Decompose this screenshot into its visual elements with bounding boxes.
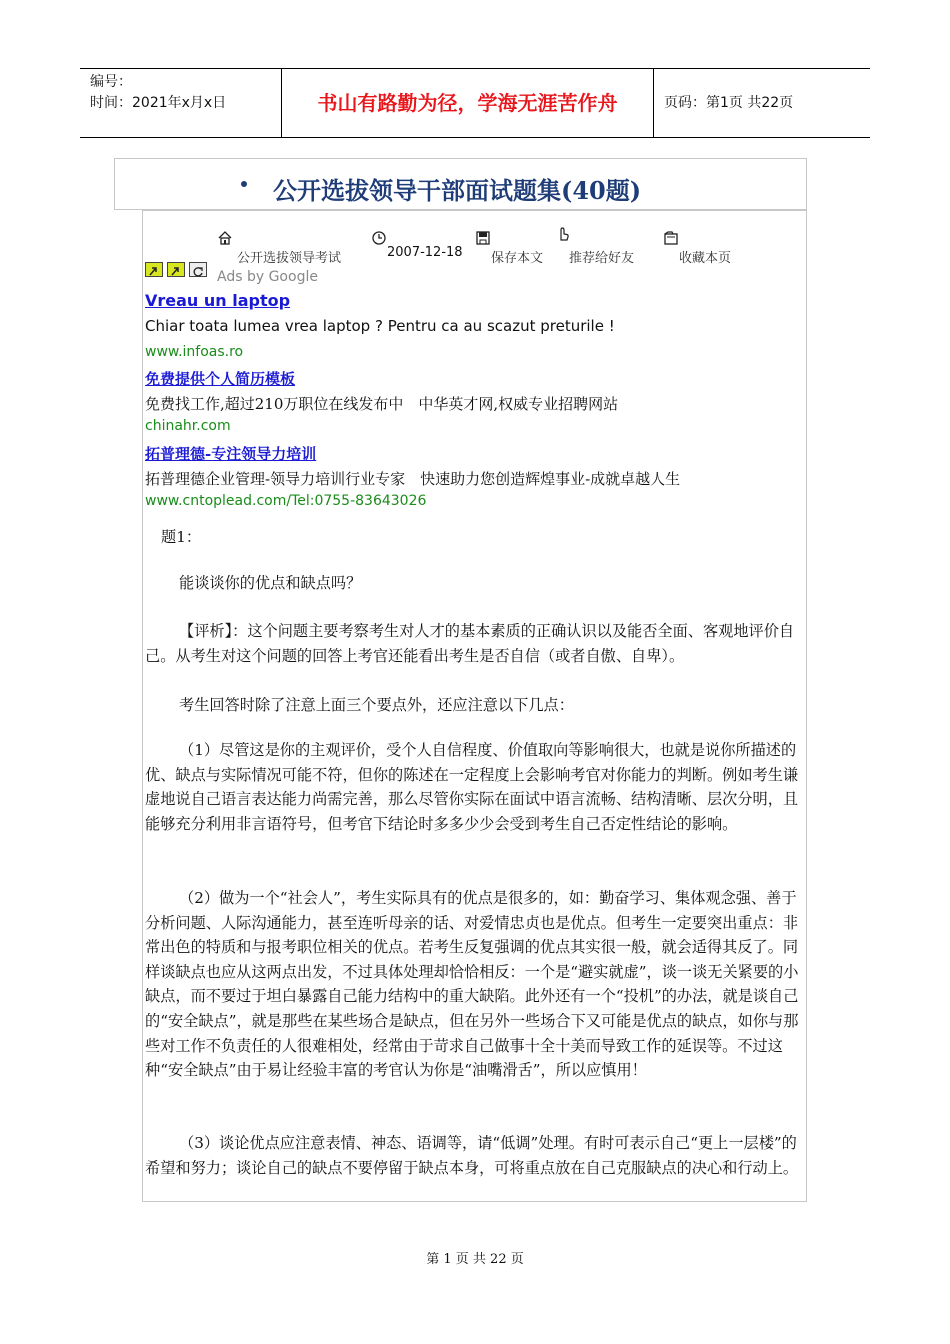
- ads-by-google-label[interactable]: Ads by Google: [217, 269, 318, 285]
- ad-url[interactable]: www.infoas.ro: [145, 344, 244, 360]
- ad-description: 免费找工作,超过210万职位在线发布中 中华英才网,权威专业招聘网站: [145, 395, 619, 413]
- recommend-link[interactable]: 推荐给好友: [569, 251, 635, 266]
- favorite-folder-icon[interactable]: [663, 230, 679, 246]
- serial-label: 编号：: [90, 74, 132, 90]
- publish-date: 2007-12-18: [387, 245, 463, 260]
- ad-arrow-icon[interactable]: [167, 262, 185, 277]
- page-footer: 第 1 页 共 22 页: [426, 1252, 524, 1267]
- home-icon[interactable]: [217, 230, 233, 246]
- analysis-paragraph: 【评析】：这个问题主要考察考生对人才的基本素质的正确认识以及能否全面、客观地评价自己。从考生对这个问题的回答上考官还能看出考生是否自信（或者自傲、自卑）。: [145, 622, 795, 665]
- question-label: 题1：: [161, 528, 202, 546]
- ad-url[interactable]: www.cntoplead.com/Tel:0755-83643026: [145, 493, 427, 509]
- ad-description: 拓普理德企业管理-领导力培训行业专家 快速助力您创造辉煌事业-成就卓越人生: [145, 470, 681, 488]
- ad-refresh-icon[interactable]: [189, 262, 207, 277]
- favorite-link[interactable]: 收藏本页: [679, 251, 732, 266]
- point-1-paragraph: （1）尽管这是你的主观评价，受个人自信程度、价值取向等影响很大，也就是说你所描述的优、缺点与实际情况可能不符，但你的陈述在一定程度上会影响考官对你能力的判断。例如考生谦虚地说自己语言表达能力尚需完善，那么尽管你实际在面试中语言流畅、结构清晰、层次分明，且能够充分利用非言语符号，但考官下结论时多多少少会受到考生自己否定性结论的影响。: [145, 741, 799, 833]
- ad-title-link[interactable]: 拓普理德-专注领导力培训: [145, 445, 317, 463]
- clock-icon: [371, 230, 387, 246]
- question-text: 能谈谈你的优点和缺点吗？: [179, 574, 362, 592]
- time-label: 时间：2021年x月x日: [90, 95, 227, 111]
- hand-pointer-icon[interactable]: [555, 226, 571, 242]
- ad-description: Chiar toata lumea vrea laptop ? Pentru ca au scazut preturile !: [145, 317, 615, 335]
- motto: 书山有路勤为径，学海无涯苦作舟: [282, 69, 654, 137]
- point-2-paragraph: （2）做为一个“社会人”，考生实际具有的优点是很多的，如：勤奋学习、集体观念强、善于分析问题、人际沟通能力，甚至连听母亲的话、对爱情忠贞也是优点。但考生一定要突出重点：非常出色的特质和与报考职位相关的优点。若考生反复强调的优点其实很一般，就会适得其反了。同样谈缺点也应从这两点出发，不过具体处理却恰恰相反：一个是“避实就虚”，谈一谈无关紧要的小缺点，而不要过于坦白暴露自己能力结构中的重大缺陷。此外还有一个“投机”的办法，就是谈自己的“安全缺点”，就是那些在某些场合是缺点，但在另外一些场合下又可能是优点的缺点，如你与那些对工作不负责任的人很难相处，经常由于苛求自己做事十全十美而导致工作的延误等。不过这种“安全缺点”由于易让经验丰富的考官认为你是“油嘴滑舌”，所以应慎用！: [145, 889, 799, 1080]
- ad-title-link[interactable]: Vreau un laptop: [145, 291, 291, 310]
- ad-title-link[interactable]: 免费提供个人简历模板: [145, 370, 296, 388]
- article-title-box: [114, 158, 807, 210]
- category-link[interactable]: 公开选拔领导考试: [237, 251, 342, 266]
- point-3-paragraph: （3）谈论优点应注意表情、神态、语调等，请“低调”处理。有时可表示自己“更上一层楼”的希望和努力；谈论自己的缺点不要停留于缺点本身，可将重点放在自己克服缺点的决心和行动上。: [145, 1134, 799, 1177]
- article-content: [142, 210, 807, 1202]
- ad-arrow-icon[interactable]: [145, 262, 163, 277]
- page-header: [80, 68, 870, 138]
- bullet-icon: [241, 181, 247, 187]
- save-icon[interactable]: [475, 230, 491, 246]
- header-meta-cell: [80, 69, 282, 137]
- intro-paragraph: 考生回答时除了注意上面三个要点外，还应注意以下几点：: [179, 696, 574, 714]
- page-info: 页码：第1页 共22页: [664, 95, 794, 111]
- ad-url[interactable]: chinahr.com: [145, 418, 231, 434]
- save-article-link[interactable]: 保存本文: [491, 251, 544, 266]
- article-title: 公开选拔领导干部面试题集(40题): [273, 176, 642, 205]
- ad-icons: [145, 262, 211, 281]
